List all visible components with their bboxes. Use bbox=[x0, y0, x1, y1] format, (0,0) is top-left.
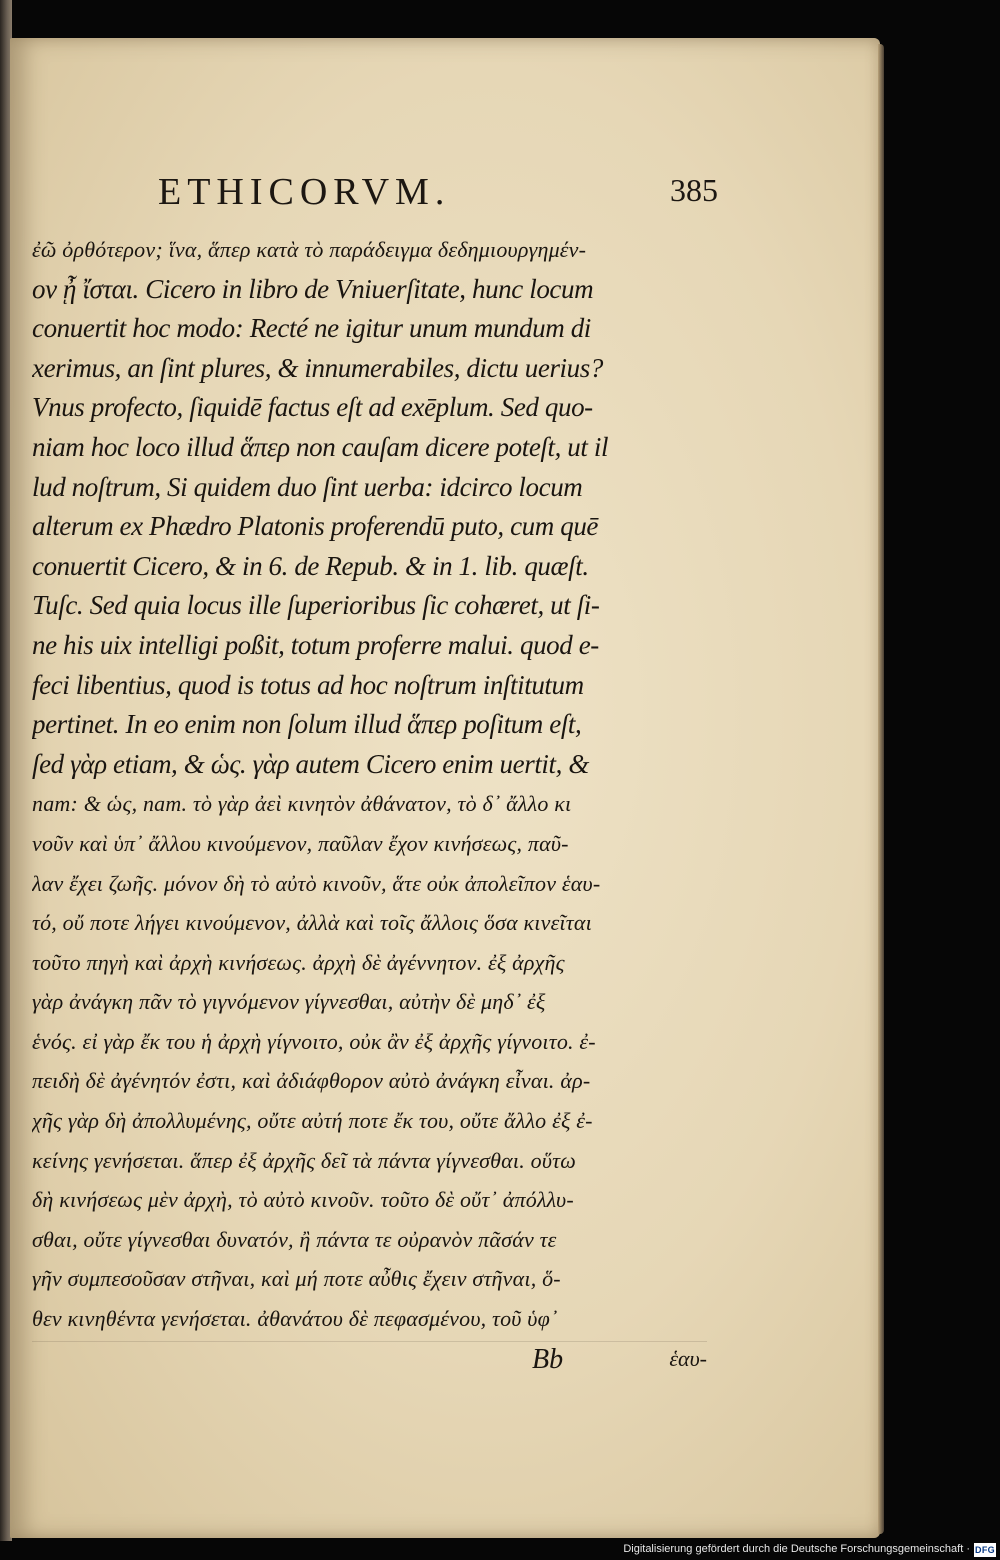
text-line: alterum ex Phædro Platonis proferendū puto, cum quē bbox=[32, 511, 599, 542]
text-block bbox=[32, 230, 707, 1339]
funding-note: Digitalisierung gefördert durch die Deutsche Forschungsgemeinschaft · bbox=[623, 1543, 970, 1555]
text-line: feci libentius, quod is totus ad hoc noſtrum inſtitutum bbox=[32, 669, 584, 700]
text-line: Vnus profecto, ſiquidē factus eſt ad exēplum. Sed quo- bbox=[32, 392, 593, 423]
text-line: conuertit Cicero, & in 6. de Repub. & in 1. lib. quæſt. bbox=[32, 550, 589, 581]
catchword: ἑαυ- bbox=[669, 1346, 707, 1371]
dfg-logo: DFG bbox=[975, 1545, 995, 1555]
text-line: xerimus, an ſint plures, & innumerabiles, dictu uerius? bbox=[32, 352, 603, 383]
text-line: ſed γὰρ etiam, & ὡς. γὰρ autem Cicero enim uertit, & bbox=[32, 748, 589, 779]
text-line: νοῦν καὶ ὑπ᾽ ἄλλου κινούμενον, παῦλαν ἔχον κινήσεως, παῦ- bbox=[32, 830, 569, 856]
running-title: ETHICORVM. bbox=[158, 171, 451, 213]
text-line: τό, οὔ ποτε λήγει κινούμενον, ἀλλὰ καὶ τοῖς ἄλλοις ὅσα κινεῖται bbox=[32, 910, 592, 936]
text-line: ne his uix intelligi poßit, totum proferre malui. quod e- bbox=[32, 629, 599, 660]
text-line: ἐῶ ὀρθότερον; ἵνα, ἅπερ κατὰ τὸ παράδειγμα δεδημιουργημέν- bbox=[32, 237, 587, 262]
text-line: πειδὴ δὲ ἀγένητόν ἐστι, καὶ ἀδιάφθορον αὐτὸ ἀνάγκη εἶναι. ἀρ- bbox=[32, 1068, 591, 1094]
page-header bbox=[158, 170, 718, 220]
text-line: τοῦτο πηγὴ καὶ ἀρχὴ κινήσεως. ἀρχὴ δὲ ἀγέννητον. ἐξ ἀρχῆς bbox=[32, 949, 565, 975]
signature-mark: Bb bbox=[532, 1344, 564, 1375]
page-edge bbox=[878, 44, 884, 1534]
text-line: ἑνός. εἰ γὰρ ἔκ του ἡ ἀρχὴ γίγνοιτο, οὐκ ἂν ἐξ ἀρχῆς γίγνοιτο. ἐ- bbox=[32, 1028, 596, 1054]
text-line: λαν ἔχει ζωῆς. μόνον δὴ τὸ αὐτὸ κινοῦν, ἅτε οὐκ ἀπολεῖπον ἑαυ- bbox=[32, 870, 601, 896]
page-footer-marks bbox=[32, 1341, 707, 1382]
text-line: nam: & ὡς, nam. τὸ γὰρ ἀεὶ κινητὸν ἀθάνατον, τὸ δ᾽ ἄλλο κι bbox=[32, 791, 572, 817]
text-line: pertinet. In eo enim non ſolum illud ἅπερ poſitum eſt, bbox=[32, 709, 582, 740]
text-line: θεν κινηθέντα γενήσεται. ἀθανάτου δὲ πεφασμένου, τοῦ ὑφ᾽ bbox=[32, 1306, 558, 1332]
text-line: lud noſtrum, Si quidem duo ſint uerba: idcirco locum bbox=[32, 471, 583, 502]
digitization-footer bbox=[0, 1541, 1000, 1560]
text-line: γῆν συμπεσοῦσαν στῆναι, καὶ μή ποτε αὖθις ἔχειν στῆναι, ὅ- bbox=[32, 1266, 561, 1292]
book-page bbox=[10, 38, 880, 1538]
text-line: χῆς γὰρ δὴ ἀπολλυμένης, οὔτε αὐτή ποτε ἔκ του, οὔτε ἄλλο ἐξ ἐ- bbox=[32, 1108, 593, 1134]
text-line: κείνης γενήσεται. ἅπερ ἐξ ἀρχῆς δεῖ τὰ πάντα γίγνεσθαι. οὕτω bbox=[32, 1147, 576, 1173]
text-line: niam hoc loco illud ἅπερ non cauſam dicere poteſt, ut il bbox=[32, 431, 609, 462]
text-line: σθαι, οὔτε γίγνεσθαι δυνατόν, ἢ πάντα τε οὐρανὸν πᾶσάν τε bbox=[32, 1226, 557, 1252]
text-line: γὰρ ἀνάγκη πᾶν τὸ γιγνόμενον γίγνεσθαι, αὐτὴν δὲ μηδ᾽ ἐξ bbox=[32, 989, 546, 1015]
text-line: δὴ κινήσεως μὲν ἀρχὴ, τὸ αὐτὸ κινοῦν. τοῦτο δὲ οὔτ᾽ ἀπόλλυ- bbox=[32, 1187, 574, 1213]
text-line: conuertit hoc modo: Recté ne igitur unum mundum di bbox=[32, 313, 591, 344]
text-line: Tuſc. Sed quia locus ille ſuperioribus ſic cohæret, ut ſi- bbox=[32, 590, 600, 621]
page-number: 385 bbox=[670, 172, 718, 208]
text-line: ον ᾖ ἴσται. Cicero in libro de Vniuerſitate, hunc locum bbox=[32, 273, 594, 304]
